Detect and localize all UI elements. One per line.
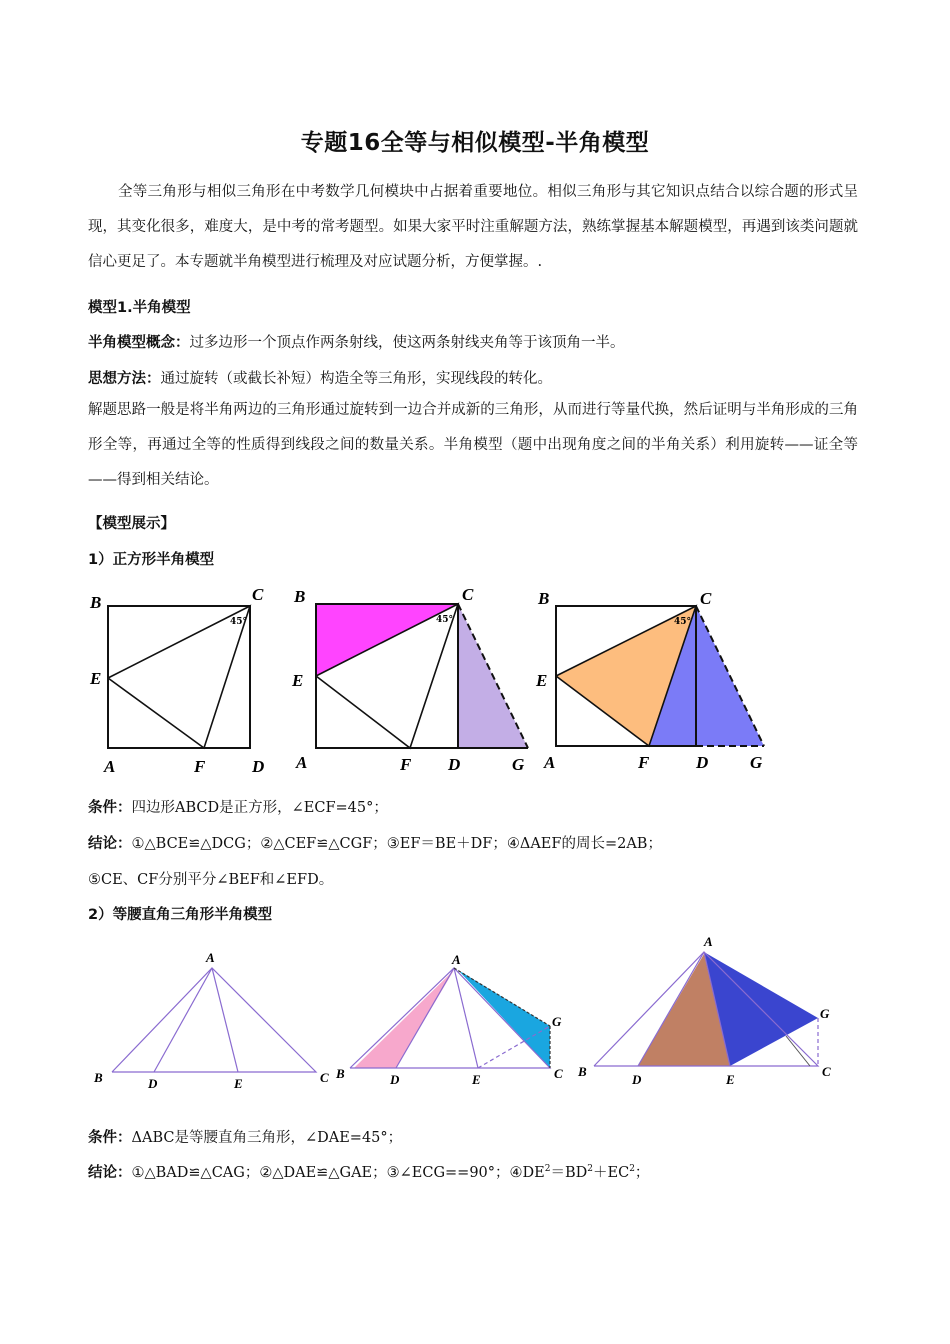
label-b: B bbox=[94, 1070, 103, 1085]
label-b: B bbox=[336, 1066, 345, 1081]
label-f: F bbox=[400, 755, 412, 774]
concept-label: 半角模型概念： bbox=[88, 335, 190, 351]
iso-conclusion-text-a: ①△BAD≌△CAG；②△DAE≌△GAE；③∠ECG==90°；④DE bbox=[131, 1165, 545, 1181]
iso-condition-text: ΔABC是等腰直角三角形，∠DAE=45°； bbox=[131, 1130, 403, 1146]
square-conclusion-line bbox=[88, 832, 863, 853]
label-b: B bbox=[294, 587, 306, 606]
label-b: B bbox=[538, 589, 550, 608]
iso-conclusion-sup-1: 2 bbox=[544, 1164, 551, 1175]
square-condition-line bbox=[88, 796, 863, 817]
label-a: A bbox=[704, 934, 713, 949]
method-label: 思想方法： bbox=[88, 371, 161, 387]
square-model-figures bbox=[86, 578, 786, 778]
method-text: 通过旋转（或截长补短）构造全等三角形，实现线段的转化。 bbox=[160, 371, 552, 387]
triangle-abc bbox=[112, 968, 316, 1072]
iso-conclusion-label: 结论： bbox=[88, 1165, 132, 1181]
label-e: E bbox=[536, 671, 548, 690]
display-heading: 【模型展示】 bbox=[88, 516, 175, 532]
label-d: D bbox=[252, 757, 265, 776]
concept-text: 过多边形一个顶点作两条射线，使这两条射线夹角等于该顶角一半。 bbox=[189, 335, 625, 351]
line-gc-inner bbox=[786, 1036, 810, 1066]
label-f: F bbox=[194, 757, 206, 776]
line-ad bbox=[396, 968, 454, 1068]
iso-heading: 2）等腰直角三角形半角模型 bbox=[88, 907, 273, 923]
label-a: A bbox=[452, 952, 461, 967]
label-e: E bbox=[234, 1076, 243, 1091]
square-conclusion-line-2: ⑤CE、CF分别平分∠BEF和∠EFD。 bbox=[88, 872, 334, 888]
label-g: G bbox=[552, 1014, 562, 1029]
label-c: C bbox=[554, 1066, 563, 1081]
label-d: D bbox=[390, 1072, 400, 1087]
concept-line bbox=[88, 331, 863, 352]
label-e: E bbox=[726, 1072, 735, 1087]
iso-conclusion-sup-3: 2 bbox=[629, 1164, 635, 1175]
page-title: 专题16全等与相似模型-半角模型 bbox=[300, 130, 650, 156]
label-c: C bbox=[462, 585, 474, 604]
iso-figure-1-labels bbox=[93, 950, 329, 1091]
label-e: E bbox=[472, 1072, 481, 1087]
iso-figure-2 bbox=[335, 952, 563, 1087]
model1-heading: 模型1.半角模型 bbox=[88, 300, 191, 316]
iso-conclusion-sup-2: 2 bbox=[587, 1164, 593, 1175]
label-a: A bbox=[104, 757, 116, 776]
square-outline bbox=[108, 606, 250, 748]
iso-conclusion-line bbox=[88, 1161, 863, 1182]
label-d: D bbox=[148, 1076, 158, 1091]
angle-label: 45° bbox=[230, 617, 248, 627]
iso-figure-3 bbox=[577, 934, 831, 1087]
square-heading: 1）正方形半角模型 bbox=[88, 552, 215, 568]
square-figure-2 bbox=[291, 585, 528, 774]
label-d: D bbox=[696, 753, 709, 772]
label-d: D bbox=[448, 755, 461, 774]
square-condition-label: 条件： bbox=[88, 800, 132, 816]
label-a: A bbox=[206, 950, 215, 965]
label-d: D bbox=[632, 1072, 642, 1087]
label-a: A bbox=[296, 753, 308, 772]
square-conclusion-label: 结论： bbox=[88, 836, 132, 852]
label-a: A bbox=[544, 753, 556, 772]
angle-label: 45° bbox=[674, 617, 692, 627]
approach-paragraph: 解题思路一般是将半角两边的三角形通过旋转到一边合并成新的三角形，从而进行等量代换，然后证明与半角形成的三角形全等，再通过全等的性质得到线段之间的数量关系。半角模型（题中出现角度之间的半角关系）利用旋转——证全等——得到相关结论。 bbox=[88, 402, 858, 488]
iso-model-figures bbox=[86, 930, 846, 1095]
iso-condition-label: 条件： bbox=[88, 1130, 132, 1146]
label-b: B bbox=[578, 1064, 587, 1079]
label-e: E bbox=[292, 671, 304, 690]
iso-conclusion-text-b: ＝BD bbox=[550, 1165, 588, 1181]
iso-condition-line bbox=[88, 1126, 863, 1147]
iso-figure-1 bbox=[112, 968, 316, 1072]
label-c: C bbox=[320, 1070, 329, 1085]
label-c: C bbox=[252, 585, 264, 604]
square-condition-text: 四边形ABCD是正方形，∠ECF=45°； bbox=[131, 800, 388, 816]
square-figure-1 bbox=[89, 585, 264, 776]
intro-paragraph: 全等三角形与相似三角形在中考数学几何模块中占据着重要地位。相似三角形与其它知识点结合以综合题的形式呈现，其变化很多，难度大，是中考的常考题型。如果大家平时注重解题方法，熟练掌握基本解题模型，再遇到该类问题就信心更足了。本专题就半角模型进行梳理及对应试题分析，方便掌握。. bbox=[88, 184, 858, 270]
label-g: G bbox=[820, 1006, 830, 1021]
triangle-cef bbox=[108, 606, 250, 748]
label-g: G bbox=[512, 755, 525, 774]
label-b: B bbox=[90, 593, 102, 612]
label-c: C bbox=[822, 1064, 831, 1079]
method-line bbox=[88, 367, 863, 388]
square-figure-3 bbox=[535, 589, 764, 772]
iso-conclusion-text-c: ＋EC bbox=[593, 1165, 630, 1181]
label-g: G bbox=[750, 753, 763, 772]
label-c: C bbox=[700, 589, 712, 608]
label-e: E bbox=[90, 669, 102, 688]
angle-label: 45° bbox=[436, 615, 454, 625]
iso-conclusion-text-d: ； bbox=[634, 1165, 650, 1181]
square-conclusion-text-1: ①△BCE≌△DCG；②△CEF≌△CGF；③EF＝BE＋DF；④ΔAEF的周长=2AB； bbox=[131, 836, 662, 852]
line-ae bbox=[212, 968, 238, 1072]
label-f: F bbox=[638, 753, 650, 772]
